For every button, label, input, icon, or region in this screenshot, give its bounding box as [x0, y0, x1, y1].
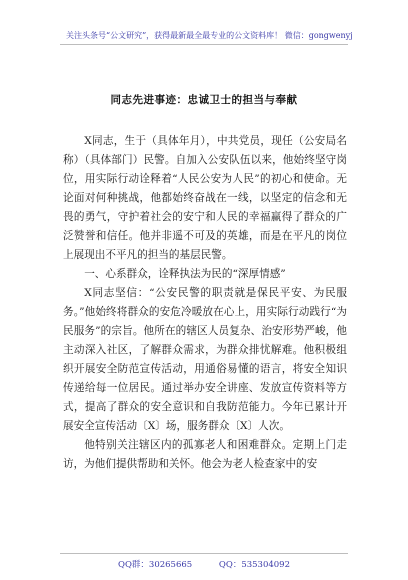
page-header: 关注头条号“公文研究”，获得最新最全最专业的公文资料库！ 微信：gongwenyj	[66, 31, 353, 40]
footer-qq-group: QQ群：30265665	[117, 560, 193, 570]
document-body	[63, 132, 347, 474]
section-heading: 一、心系群众，诠释执法为民的“深厚情感”	[84, 268, 286, 280]
header-divider	[60, 44, 348, 45]
body-paragraph: 他特别关注辖区内的孤寡老人和困难群众。定期上门走访，为他们提供帮助和关怀。他会为老人检查家中的安	[63, 439, 347, 470]
document-title: 同志先进事迹：忠诚卫士的担当与奉献	[110, 94, 298, 106]
intro-paragraph: X同志，生于（具体年月），中共党员，现任（公安局名称）（具体部门）民警。自加入公安队伍以来，他始终坚守岗位，用实际行动诠释着“人民公安为人民”的初心和使命。无论面对何种挑战，他都始终奋战在一线，以坚定的信念和无畏的勇气，守护着社会的安宁和人民的幸福赢得了群众的广泛赞誉和信任。他并非遥不可及的英雄，而是在平凡的岗位上展现出不平凡的担当的基层民警。	[63, 135, 347, 261]
body-paragraph: X同志坚信：“公安民警的职责就是保民平安、为民服务。”他始终将群众的安危冷暖放在心上，用实际行动践行“为民服务”的宗旨。他所在的辖区人员复杂、治安形势严峻，他主动深入社区，了解群众需求，为群众排忧解难。他积极组织开展安全防范宣传活动，用通俗易懂的语言，将安全知识传递给每一位居民。通过举办安全讲座、发放宣传资料等方式，提高了群众的安全意识和自我防范能力。今年已累计开展安全宣传活动〔X〕场，服务群众〔X〕人次。	[63, 287, 347, 432]
page-footer	[0, 558, 408, 570]
footer-qq: QQ：535304092	[218, 560, 290, 570]
footer-divider	[60, 553, 348, 554]
